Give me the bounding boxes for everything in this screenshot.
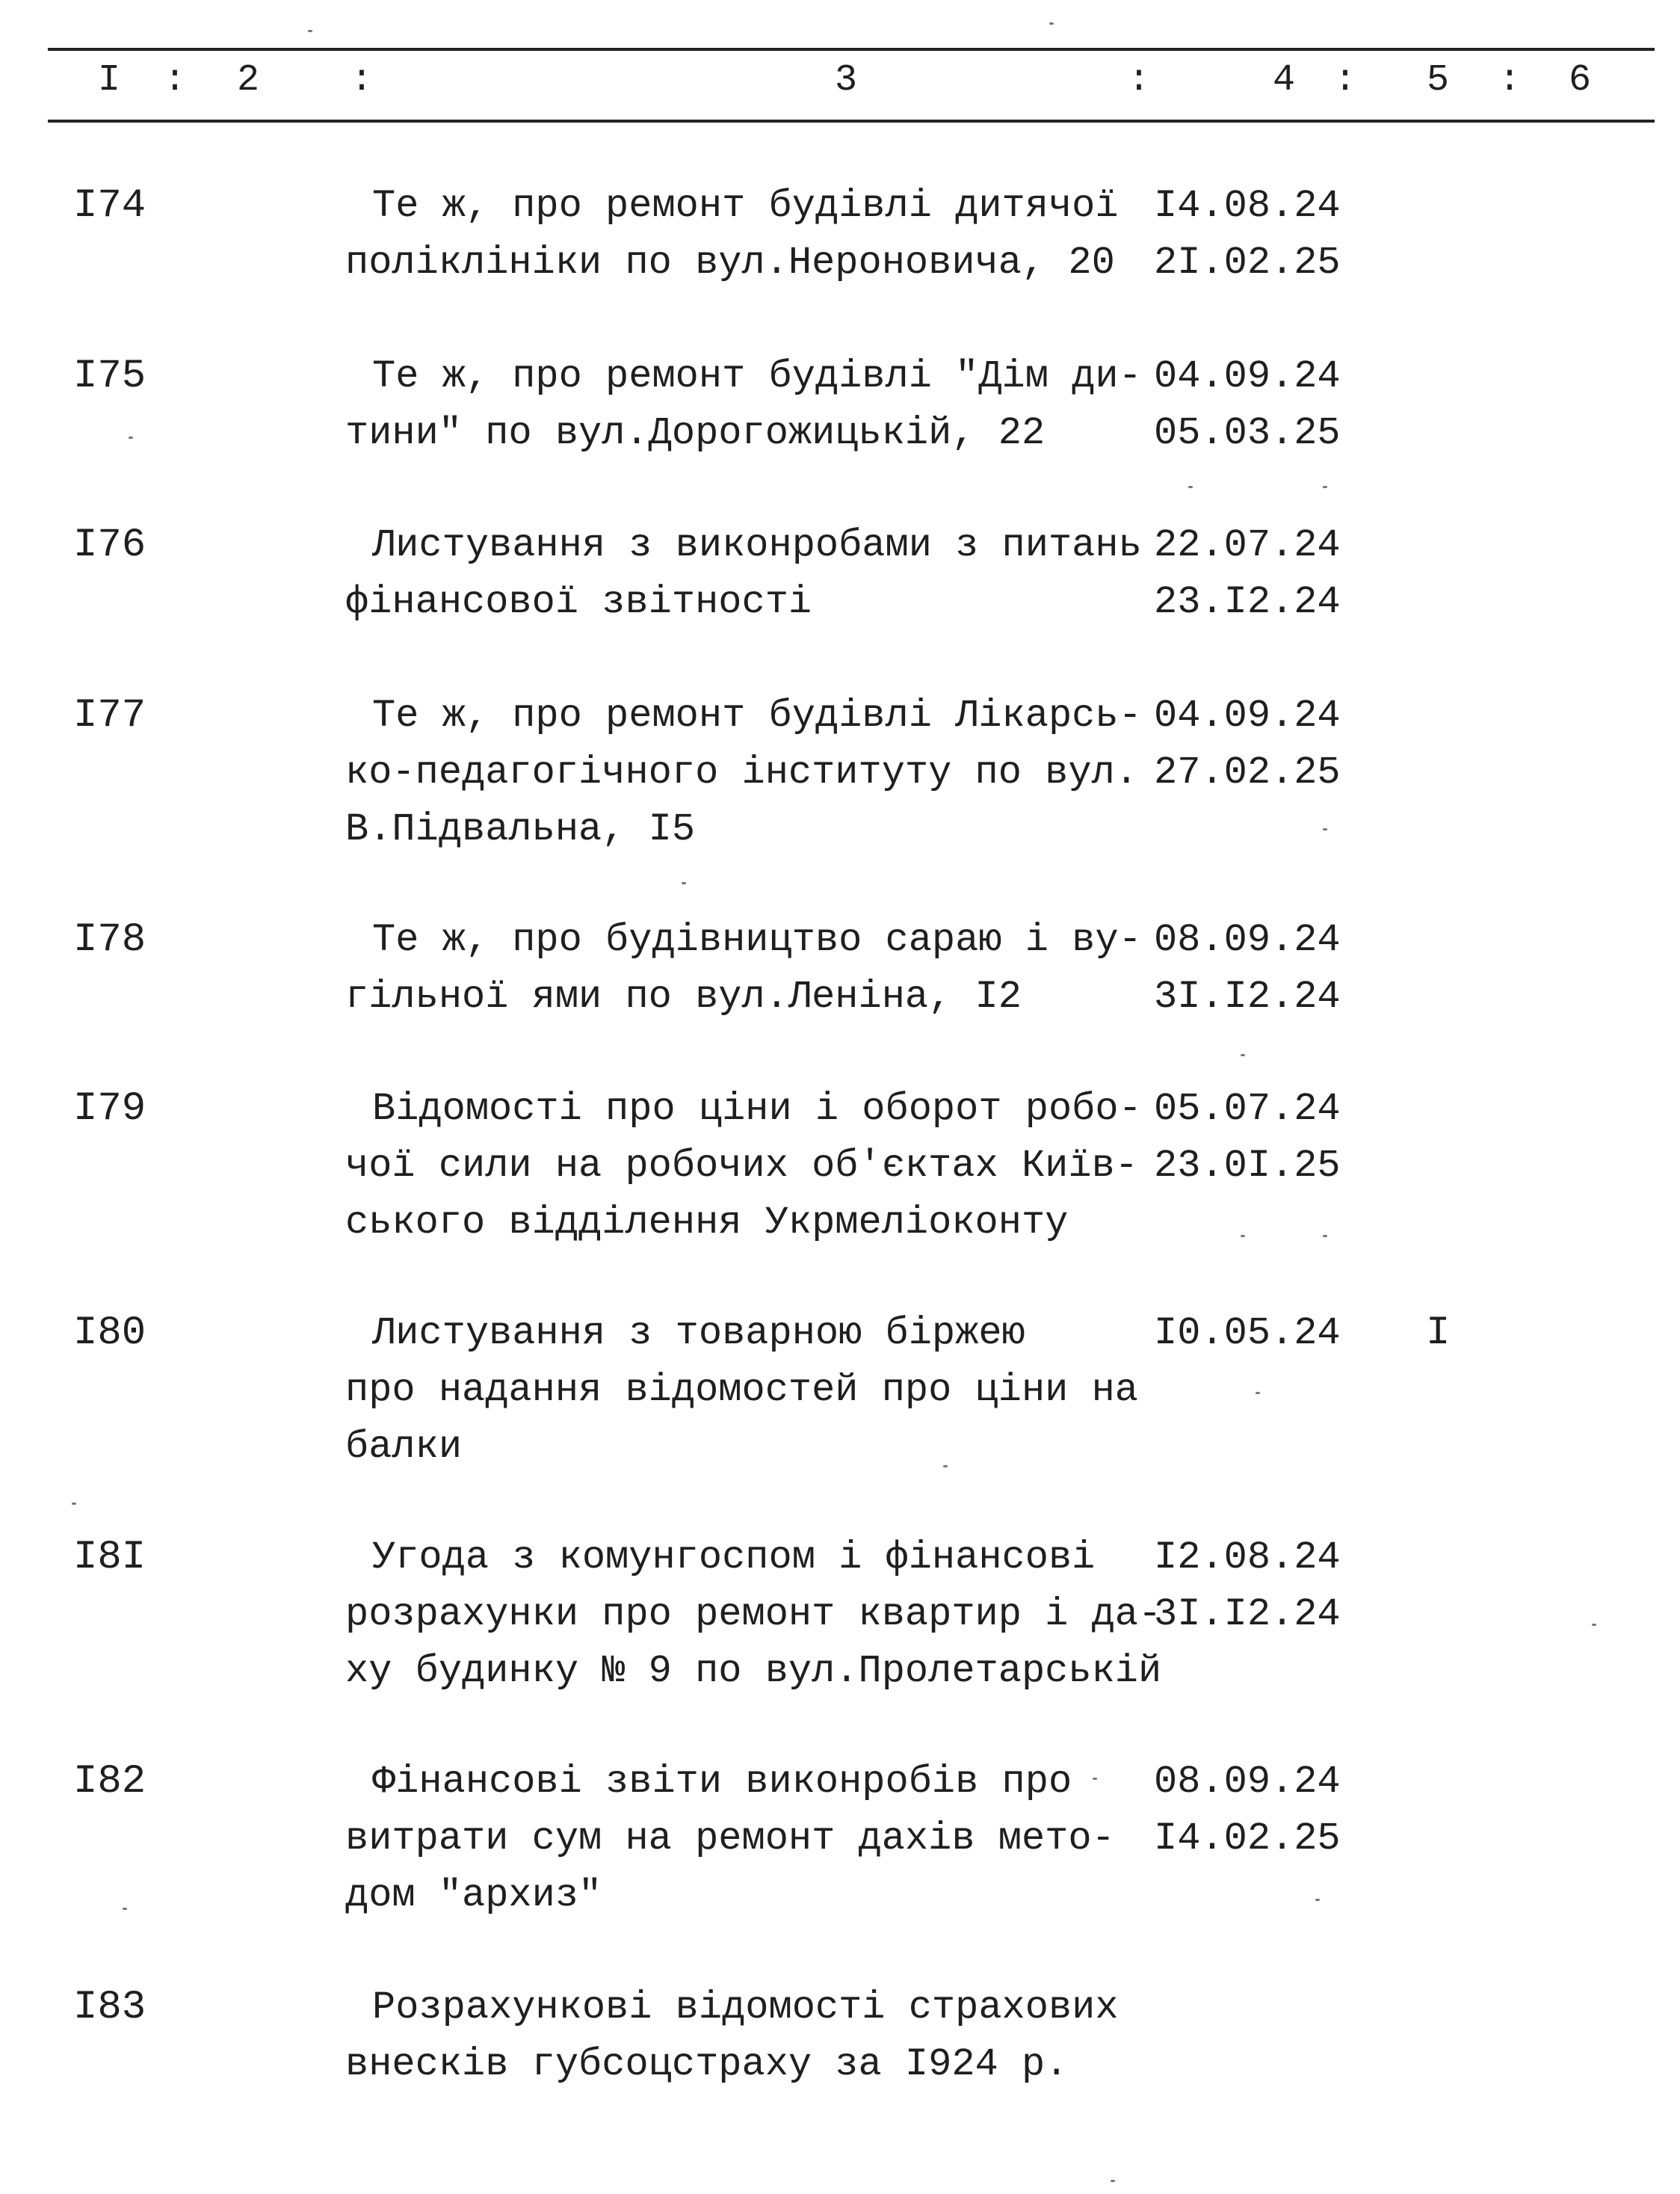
record-title xyxy=(345,688,1167,858)
record-title xyxy=(345,348,1167,462)
record-dates xyxy=(1154,1754,1341,1867)
record-title xyxy=(345,1081,1167,1251)
record-end-date: 3I.I2.24 xyxy=(1154,1592,1341,1636)
record-number: I75 xyxy=(73,354,146,399)
record-title-line: ху будинку № 9 по вул.Пролетарській xyxy=(345,1649,1162,1693)
scan-speck xyxy=(943,1465,948,1467)
record-title-line: Відомості про ціни і оборот робо- xyxy=(372,1087,1142,1131)
header-separator: : xyxy=(1127,59,1151,102)
header-top-rule xyxy=(48,48,1655,51)
record-title-line: розрахунки про ремонт квартир і да- xyxy=(345,1592,1162,1636)
record-dates xyxy=(1154,1305,1341,1362)
record-start-date: I4.08.24 xyxy=(1154,184,1341,228)
record-number: I80 xyxy=(73,1310,146,1356)
record-title-line: Фінансові звіти виконробів про xyxy=(372,1760,1072,1804)
header-separator: : xyxy=(1333,59,1357,102)
scan-speck xyxy=(1256,1392,1260,1394)
record-number: I74 xyxy=(73,183,146,229)
record-title-line: ського відділення Укрмеліоконту xyxy=(345,1201,1069,1245)
record-title-line: Листування з товарною біржею xyxy=(372,1311,1025,1355)
record-title-line: Те ж, про ремонт будівлі "Дім ди- xyxy=(372,354,1142,398)
record-title-line: про надання відомостей про ціни на xyxy=(345,1368,1138,1412)
record-title xyxy=(345,1305,1167,1476)
scan-speck xyxy=(129,437,133,439)
record-dates xyxy=(1154,517,1341,631)
record-title-line: фінансової звітності xyxy=(345,580,812,624)
scan-speck xyxy=(1241,1235,1245,1237)
record-number: I78 xyxy=(73,917,146,963)
record-title-line: витрати сум на ремонт дахів мето- xyxy=(345,1816,1115,1861)
record-end-date: 05.03.25 xyxy=(1154,411,1341,455)
record-title-line: Розрахункові відомості страхових xyxy=(372,1985,1119,2030)
header-col-5: 5 xyxy=(1426,59,1450,102)
record-start-date: 05.07.24 xyxy=(1154,1087,1341,1131)
record-start-date: 08.09.24 xyxy=(1154,918,1341,962)
scan-speck xyxy=(1188,486,1193,488)
record-number: I76 xyxy=(73,523,146,568)
header-col-4: 4 xyxy=(1272,59,1296,102)
scan-speck xyxy=(1049,22,1054,25)
record-title-line: Те ж, про ремонт будівлі дитячої xyxy=(372,184,1119,228)
record-start-date: 04.09.24 xyxy=(1154,694,1341,738)
record-title xyxy=(345,1529,1167,1700)
scan-speck xyxy=(72,1503,76,1505)
record-title-line: внесків губсоцстраху за I924 р. xyxy=(345,2042,1069,2086)
header-separator: : xyxy=(1498,59,1522,102)
record-number: I8I xyxy=(73,1535,146,1580)
record-dates xyxy=(1154,912,1341,1026)
record-title-line: дом "архиз" xyxy=(345,1873,602,1917)
record-dates xyxy=(1154,1081,1341,1195)
header-separator: : xyxy=(350,59,374,102)
scan-speck xyxy=(123,1908,127,1910)
record-dates xyxy=(1154,1529,1341,1643)
record-title-line: чої сили на робочих об'єктах Київ- xyxy=(345,1144,1138,1188)
record-dates xyxy=(1154,178,1341,292)
record-title xyxy=(345,517,1167,631)
scan-speck xyxy=(308,30,312,32)
record-start-date: 22.07.24 xyxy=(1154,523,1341,567)
record-end-date: 3I.I2.24 xyxy=(1154,975,1341,1019)
record-start-date: I2.08.24 xyxy=(1154,1535,1341,1580)
scan-speck xyxy=(1592,1624,1596,1626)
record-end-date: I4.02.25 xyxy=(1154,1816,1341,1861)
record-start-date: 04.09.24 xyxy=(1154,354,1341,398)
record-title-line: ко-педагогічного інституту по вул. xyxy=(345,751,1138,795)
record-title-line: Листування з виконробами з питань xyxy=(372,523,1142,567)
scan-speck xyxy=(1323,828,1327,831)
header-col-3: 3 xyxy=(834,59,858,102)
record-number: I79 xyxy=(73,1086,146,1132)
record-title-line: тини" по вул.Дорогожицькій, 22 xyxy=(345,411,1046,455)
record-title-line: гільної ями по вул.Леніна, I2 xyxy=(345,975,1022,1019)
record-title-line: Те ж, про ремонт будівлі Лікарсь- xyxy=(372,694,1142,738)
scan-speck xyxy=(1093,1778,1097,1780)
record-dates xyxy=(1154,348,1341,462)
record-number: I82 xyxy=(73,1759,146,1805)
record-sheet-count: I xyxy=(1426,1310,1451,1356)
record-number: I77 xyxy=(73,693,146,739)
record-end-date: 2I.02.25 xyxy=(1154,241,1341,285)
scan-speck xyxy=(1111,2180,1115,2182)
header-col-1: I xyxy=(97,59,121,102)
header-col-6: 6 xyxy=(1568,59,1592,102)
header-col-2: 2 xyxy=(236,59,260,102)
header-separator: : xyxy=(163,59,187,102)
record-title-line: балки xyxy=(345,1425,463,1469)
record-title-line: Угода з комунгоспом і фінансові xyxy=(372,1535,1096,1580)
record-title-line: В.Підвальна, I5 xyxy=(345,807,696,851)
scan-speck xyxy=(682,882,686,884)
record-title xyxy=(345,1979,1167,2093)
record-title xyxy=(345,912,1167,1026)
scan-speck xyxy=(1323,486,1327,488)
record-start-date: I0.05.24 xyxy=(1154,1311,1341,1355)
record-dates xyxy=(1154,688,1341,801)
record-number: I83 xyxy=(73,1985,146,2030)
record-end-date: 23.I2.24 xyxy=(1154,580,1341,624)
record-title-line: поліклініки по вул.Нероновича, 20 xyxy=(345,241,1115,285)
scan-speck xyxy=(1323,1235,1327,1237)
record-end-date: 23.0I.25 xyxy=(1154,1144,1341,1188)
scan-speck xyxy=(1315,1899,1320,1901)
record-title xyxy=(345,1754,1167,1924)
record-title-line: Те ж, про будівництво сараю і ву- xyxy=(372,918,1142,962)
record-start-date: 08.09.24 xyxy=(1154,1760,1341,1804)
scan-speck xyxy=(1241,1054,1245,1056)
header-bottom-rule xyxy=(48,120,1655,123)
record-end-date: 27.02.25 xyxy=(1154,751,1341,795)
record-title xyxy=(345,178,1167,292)
